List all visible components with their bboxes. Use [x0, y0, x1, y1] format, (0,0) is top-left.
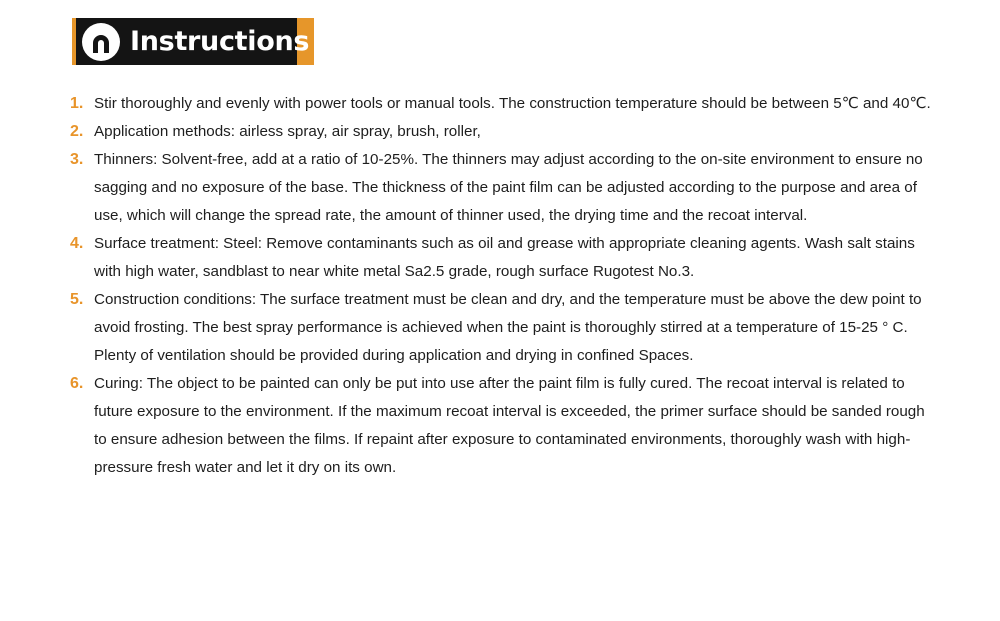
instructions-header: [72, 18, 314, 65]
instructions-list: [70, 90, 940, 482]
list-item: [70, 90, 940, 118]
page-title: Instructions: [130, 26, 310, 57]
item-text: Curing: The object to be painted can only be put into use after the paint film is fully cured. The recoat interval is related to future exposure to the environment. If the maximum recoat interval is exceeded, the primer surface should be sanded rough to ensure adhesion between the films. If repaint after exposure to contaminated environments, thoroughly wash with high-pressure fresh water and let it dry on its own.: [94, 375, 925, 476]
item-number: 6.: [70, 375, 84, 392]
list-item: [70, 118, 940, 146]
item-text: Construction conditions: The surface treatment must be clean and dry, and the temperature must be above the dew point to avoid frosting. The best spray performance is achieved when the paint is thoroughly stirred at a temperature of 15-25 ° C. Plenty of ventilation should be provided during application and drying in confined Spaces.: [94, 291, 922, 364]
item-text: Stir thoroughly and evenly with power tools or manual tools. The construction temperature should be between 5℃ and 40℃.: [94, 95, 931, 112]
list-item: [70, 286, 940, 370]
item-number: 2.: [70, 123, 84, 140]
item-number: 3.: [70, 151, 84, 168]
item-text: Application methods: airless spray, air spray, brush, roller,: [94, 123, 481, 140]
list-item: [70, 370, 940, 482]
item-text: Surface treatment: Steel: Remove contaminants such as oil and grease with appropriate cleaning agents. Wash salt stains with high water, sandblast to near white metal Sa2.5 grade, rough surface Rugotest No.3.: [94, 235, 915, 280]
horseshoe-icon: [81, 22, 121, 62]
item-text: Thinners: Solvent-free, add at a ratio of 10-25%. The thinners may adjust according to the on-site environment to ensure no sagging and no exposure of the base. The thickness of the paint film can be adjusted according to the purpose and area of use, which will change the spread rate, the amount of thinner used, the drying time and the recoat interval.: [94, 151, 923, 224]
list-item: [70, 146, 940, 230]
item-number: 5.: [70, 291, 84, 308]
header-banner: [76, 18, 310, 65]
item-number: 1.: [70, 95, 84, 112]
list-item: [70, 230, 940, 286]
item-number: 4.: [70, 235, 84, 252]
